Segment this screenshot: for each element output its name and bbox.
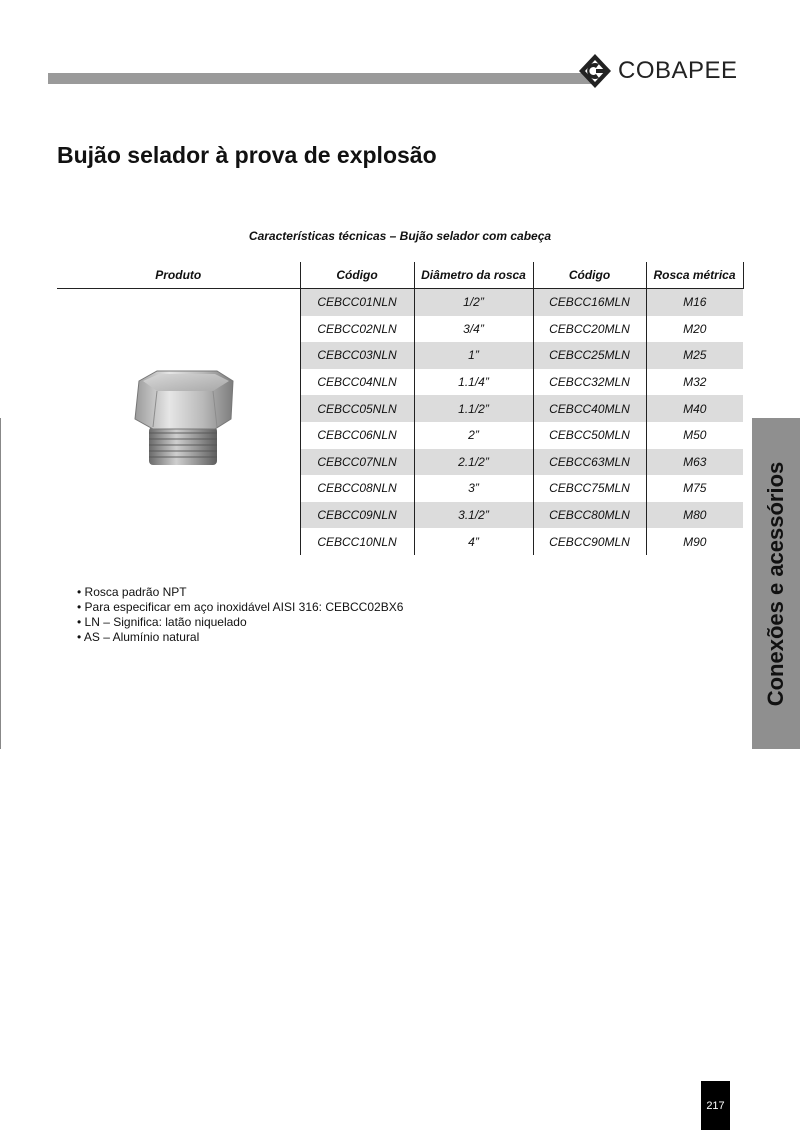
- cell-code-metric: CEBCC32MLN: [533, 369, 646, 396]
- cell-metric: M25: [646, 342, 743, 369]
- note-item: • AS – Alumínio natural: [77, 630, 403, 645]
- cell-code-metric: CEBCC20MLN: [533, 316, 646, 343]
- cell-metric: M63: [646, 449, 743, 476]
- cell-code-metric: CEBCC50MLN: [533, 422, 646, 449]
- cell-thread: 1”: [414, 342, 533, 369]
- section-side-tab: [752, 418, 800, 749]
- table-header-row: [57, 262, 743, 289]
- col-header-code-npt: Código: [300, 262, 414, 289]
- cell-metric: M75: [646, 475, 743, 502]
- sealing-plug-photo: [127, 369, 237, 469]
- cell-metric: M16: [646, 289, 743, 316]
- cell-code-npt: CEBCC07NLN: [300, 449, 414, 476]
- cell-thread: 3/4”: [414, 316, 533, 343]
- cell-metric: M20: [646, 316, 743, 343]
- section-side-tab-label: Conexões e acessórios: [763, 461, 788, 706]
- cell-thread: 2.1/2”: [414, 449, 533, 476]
- cell-code-metric: CEBCC40MLN: [533, 395, 646, 422]
- table-row: [57, 289, 743, 316]
- cell-code-npt: CEBCC04NLN: [300, 369, 414, 396]
- cell-code-metric: CEBCC80MLN: [533, 502, 646, 529]
- cell-code-npt: CEBCC08NLN: [300, 475, 414, 502]
- brand-name: COBAPEE: [618, 57, 738, 84]
- cell-code-npt: CEBCC05NLN: [300, 395, 414, 422]
- cell-code-npt: CEBCC02NLN: [300, 316, 414, 343]
- cell-metric: M50: [646, 422, 743, 449]
- cell-metric: M40: [646, 395, 743, 422]
- col-header-product: Produto: [57, 262, 300, 289]
- cell-code-metric: CEBCC63MLN: [533, 449, 646, 476]
- cell-code-metric: CEBCC75MLN: [533, 475, 646, 502]
- cell-thread: 3”: [414, 475, 533, 502]
- page-title: Bujão selador à prova de explosão: [57, 142, 437, 168]
- cell-thread: 1.1/4”: [414, 369, 533, 396]
- note-item: • Rosca padrão NPT: [77, 585, 403, 600]
- header-bar: [48, 73, 596, 84]
- cell-metric: M80: [646, 502, 743, 529]
- cell-code-metric: CEBCC16MLN: [533, 289, 646, 316]
- notes-list: [77, 585, 403, 645]
- cell-code-npt: CEBCC06NLN: [300, 422, 414, 449]
- cell-code-metric: CEBCC90MLN: [533, 528, 646, 555]
- cell-code-metric: CEBCC25MLN: [533, 342, 646, 369]
- left-margin-rule: [0, 418, 1, 749]
- cell-thread: 1/2”: [414, 289, 533, 316]
- note-item: • Para especificar em aço inoxidável AISI 316: CEBCC02BX6: [77, 600, 403, 615]
- specs-table: [57, 262, 744, 555]
- cell-metric: M90: [646, 528, 743, 555]
- cell-thread: 4”: [414, 528, 533, 555]
- cell-code-npt: CEBCC09NLN: [300, 502, 414, 529]
- col-header-thread-diameter: Diâmetro da rosca: [414, 262, 533, 289]
- cell-thread: 1.1/2”: [414, 395, 533, 422]
- page-number: 217: [701, 1081, 730, 1130]
- brand-logo: [578, 53, 738, 89]
- cobapee-diamond-logo-icon: [578, 53, 612, 89]
- cell-metric: M32: [646, 369, 743, 396]
- product-photo-cell: [57, 289, 300, 555]
- cell-code-npt: CEBCC01NLN: [300, 289, 414, 316]
- cell-code-npt: CEBCC10NLN: [300, 528, 414, 555]
- note-item: • LN – Significa: latão niquelado: [77, 615, 403, 630]
- col-header-metric-thread: Rosca métrica: [646, 262, 743, 289]
- cell-thread: 2”: [414, 422, 533, 449]
- cell-code-npt: CEBCC03NLN: [300, 342, 414, 369]
- cell-thread: 3.1/2”: [414, 502, 533, 529]
- col-header-code-metric: Código: [533, 262, 646, 289]
- table-caption: Características técnicas – Bujão selador com cabeça: [248, 229, 552, 243]
